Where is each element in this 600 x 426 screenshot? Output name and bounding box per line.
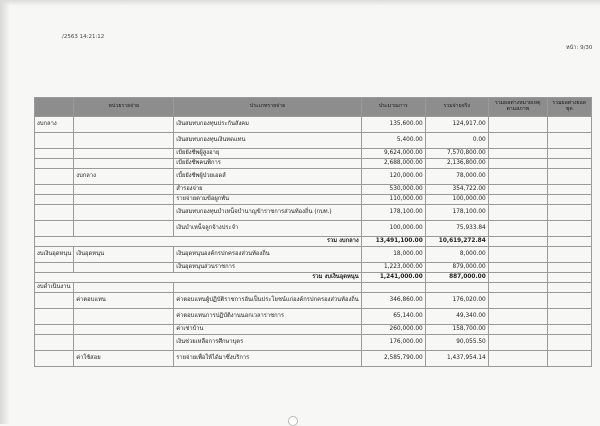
diff-note-cell	[488, 247, 547, 263]
diff-note-cell	[488, 283, 547, 293]
category-cell	[35, 221, 74, 237]
page-number: หน้า: 9/30	[566, 45, 593, 51]
actual-cell: 2,136,800.00	[425, 159, 488, 169]
diff-note-cell	[488, 117, 547, 133]
budget-table	[34, 97, 592, 367]
diff-note-cell	[488, 205, 547, 221]
unit-cell	[74, 309, 174, 325]
actual-cell: 90,055.50	[425, 335, 488, 351]
category-cell: งบดำเนินงาน	[35, 283, 74, 293]
estimate-cell: 65,140.00	[361, 309, 425, 325]
diff-total-cell	[547, 293, 591, 309]
actual-cell: 158,700.00	[425, 325, 488, 335]
unit-cell	[74, 195, 174, 205]
diff-total-cell	[547, 195, 591, 205]
total-label: รวม งบเงินอุดหนุน	[35, 273, 362, 283]
diff-total-cell	[547, 263, 591, 273]
unit-cell	[74, 185, 174, 195]
header-expense-type: ประเภทรายจ่าย	[174, 98, 361, 117]
diff-total-cell	[547, 221, 591, 237]
actual-cell: 1,437,954.14	[425, 351, 488, 367]
estimate-cell: 1,223,000.00	[361, 263, 425, 273]
actual-cell: 7,570,800.00	[425, 149, 488, 159]
diff-note-cell	[488, 133, 547, 149]
diff-note-cell	[488, 185, 547, 195]
unit-cell	[74, 283, 174, 293]
expense-type-cell: เงินบำเหน็จลูกจ้างประจำ	[174, 221, 361, 237]
total-row	[35, 237, 592, 247]
estimate-cell: 18,000.00	[361, 247, 425, 263]
category-cell	[35, 169, 74, 185]
actual-cell: 49,340.00	[425, 309, 488, 325]
expense-type-cell: เงินอุดหนุนองค์กรปกครองส่วนท้องถิ่น	[174, 247, 361, 263]
actual-cell: 78,000.00	[425, 169, 488, 185]
table-row	[35, 263, 592, 273]
expense-type-cell: รายจ่ายเพื่อให้ได้มาซึ่งบริการ	[174, 351, 361, 367]
category-cell	[35, 335, 74, 351]
diff-note-cell	[488, 273, 547, 283]
category-cell	[35, 309, 74, 325]
estimate-cell: 178,100.00	[361, 205, 425, 221]
total-actual-cell: 10,619,272.84	[425, 237, 488, 247]
unit-cell	[74, 221, 174, 237]
category-cell	[35, 293, 74, 309]
estimate-cell: 100,000.00	[361, 221, 425, 237]
diff-total-cell	[547, 273, 591, 283]
diff-note-cell	[488, 293, 547, 309]
diff-total-cell	[547, 309, 591, 325]
category-cell	[35, 195, 74, 205]
diff-note-cell	[488, 325, 547, 335]
expense-type-cell: เงินสมทบกองทุนบำเหน็จบำนาญข้าราชการส่วนท้องถิ่น (กบท.)	[174, 205, 361, 221]
diff-total-cell	[547, 117, 591, 133]
expense-type-cell: เงินสมทบกองทุนเงินทดแทน	[174, 133, 361, 149]
expense-type-cell: ค่าตอบแทนผู้ปฏิบัติราชการอันเป็นประโยชน์แก่องค์กรปกครองส่วนท้องถิ่น	[174, 293, 361, 309]
total-actual-cell: 887,000.00	[425, 273, 488, 283]
category-cell	[35, 205, 74, 221]
estimate-cell: 260,000.00	[361, 325, 425, 335]
expense-type-cell: เบี้ยยังชีพผู้สูงอายุ	[174, 149, 361, 159]
header-estimate: ประมาณการ	[361, 98, 425, 117]
header-diff-total: รวมผลต่างยอดชุด	[547, 98, 591, 117]
actual-cell: 8,000.00	[425, 247, 488, 263]
unit-cell	[74, 133, 174, 149]
unit-cell: เงินอุดหนุน	[74, 247, 174, 263]
expense-type-cell: สำรองจ่าย	[174, 185, 361, 195]
total-estimate-cell: 13,491,100.00	[361, 237, 425, 247]
estimate-cell: 135,600.00	[361, 117, 425, 133]
diff-note-cell	[488, 351, 547, 367]
unit-cell: ค่าใช้สอย	[74, 351, 174, 367]
estimate-cell	[361, 283, 425, 293]
diff-total-cell	[547, 283, 591, 293]
expense-type-cell: ค่าเช่าบ้าน	[174, 325, 361, 335]
expense-type-cell: เบี้ยยังชีพผู้ป่วยเอดส์	[174, 169, 361, 185]
table-row	[35, 185, 592, 195]
unit-cell	[74, 159, 174, 169]
diff-note-cell	[488, 335, 547, 351]
total-estimate-cell: 1,241,000.00	[361, 273, 425, 283]
page-edge-shadow	[0, 0, 10, 424]
category-cell	[35, 149, 74, 159]
header-diff-note: รวมผลต่างหมายเหตุตามสภาพ	[488, 98, 547, 117]
diff-total-cell	[547, 185, 591, 195]
header-category	[35, 98, 74, 117]
actual-cell: 100,000.00	[425, 195, 488, 205]
table-row	[35, 149, 592, 159]
diff-total-cell	[547, 169, 591, 185]
category-cell	[35, 351, 74, 367]
table-row	[35, 169, 592, 185]
estimate-cell: 120,000.00	[361, 169, 425, 185]
estimate-cell: 2,688,000.00	[361, 159, 425, 169]
category-cell: งบเงินอุดหนุน	[35, 247, 74, 263]
unit-cell	[74, 149, 174, 159]
expense-type-cell: ค่าตอบแทนการปฏิบัติงานนอกเวลาราชการ	[174, 309, 361, 325]
expense-type-cell	[174, 283, 361, 293]
table-row	[35, 325, 592, 335]
diff-note-cell	[488, 309, 547, 325]
estimate-cell: 176,000.00	[361, 335, 425, 351]
category-cell	[35, 185, 74, 195]
expense-type-cell: รายจ่ายตามข้อผูกพัน	[174, 195, 361, 205]
total-label: รวม งบกลาง	[35, 237, 362, 247]
table-row	[35, 247, 592, 263]
category-cell: งบกลาง	[35, 117, 74, 133]
expense-type-cell: เบี้ยยังชีพคนพิการ	[174, 159, 361, 169]
table-row	[35, 159, 592, 169]
diff-note-cell	[488, 263, 547, 273]
diff-total-cell	[547, 237, 591, 247]
diff-total-cell	[547, 335, 591, 351]
estimate-cell: 2,585,790.00	[361, 351, 425, 367]
actual-cell: 124,917.00	[425, 117, 488, 133]
diff-total-cell	[547, 133, 591, 149]
diff-total-cell	[547, 247, 591, 263]
table-row	[35, 351, 592, 367]
category-cell	[35, 133, 74, 149]
diff-total-cell	[547, 325, 591, 335]
table-row	[35, 309, 592, 325]
actual-cell: 0.00	[425, 133, 488, 149]
diff-note-cell	[488, 159, 547, 169]
unit-cell: งบกลาง	[74, 169, 174, 185]
diff-note-cell	[488, 169, 547, 185]
estimate-cell: 5,400.00	[361, 133, 425, 149]
diff-total-cell	[547, 149, 591, 159]
estimate-cell: 110,000.00	[361, 195, 425, 205]
unit-cell	[74, 205, 174, 221]
table-header-row	[35, 98, 592, 117]
table-row	[35, 133, 592, 149]
diff-note-cell	[488, 221, 547, 237]
category-cell	[35, 263, 74, 273]
header-unit: หน่วยรายจ่าย	[74, 98, 174, 117]
print-timestamp: /2563 14:21:12	[62, 34, 105, 40]
expense-type-cell: เงินสมทบกองทุนประกันสังคม	[174, 117, 361, 133]
header-actual: รวมจ่ายจริง	[425, 98, 488, 117]
total-row	[35, 273, 592, 283]
table-row	[35, 283, 592, 293]
page-top-shadow	[0, 0, 600, 6]
diff-note-cell	[488, 149, 547, 159]
unit-cell: ค่าตอบแทน	[74, 293, 174, 309]
unit-cell	[74, 325, 174, 335]
actual-cell	[425, 283, 488, 293]
unit-cell	[74, 117, 174, 133]
diff-total-cell	[547, 351, 591, 367]
category-cell	[35, 159, 74, 169]
table-row	[35, 221, 592, 237]
table-row	[35, 195, 592, 205]
actual-cell: 354,722.00	[425, 185, 488, 195]
unit-cell	[74, 335, 174, 351]
actual-cell: 75,933.84	[425, 221, 488, 237]
table-row	[35, 205, 592, 221]
estimate-cell: 530,000.00	[361, 185, 425, 195]
diff-total-cell	[547, 205, 591, 221]
diff-note-cell	[488, 237, 547, 247]
estimate-cell: 9,624,000.00	[361, 149, 425, 159]
category-cell	[35, 325, 74, 335]
diff-note-cell	[488, 195, 547, 205]
actual-cell: 879,000.00	[425, 263, 488, 273]
diff-total-cell	[547, 159, 591, 169]
expense-type-cell: เงินอุดหนุนส่วนราชการ	[174, 263, 361, 273]
actual-cell: 176,020.00	[425, 293, 488, 309]
punch-hole	[288, 416, 298, 426]
actual-cell: 178,100.00	[425, 205, 488, 221]
expense-type-cell: เงินช่วยเหลือการศึกษาบุตร	[174, 335, 361, 351]
table-row	[35, 117, 592, 133]
table-row	[35, 335, 592, 351]
unit-cell	[74, 263, 174, 273]
table-row	[35, 293, 592, 309]
estimate-cell: 346,860.00	[361, 293, 425, 309]
